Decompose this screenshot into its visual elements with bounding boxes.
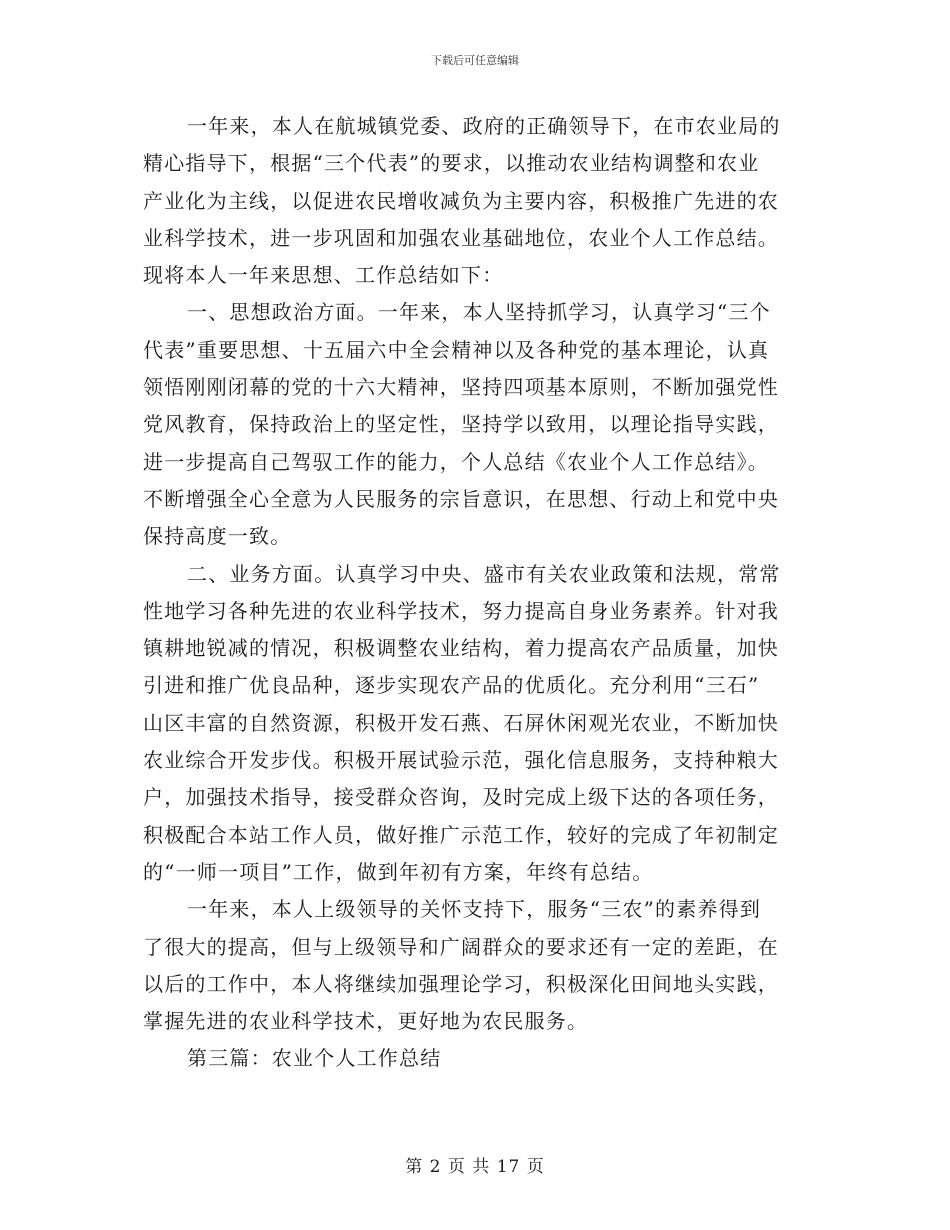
paragraph-line: 引进和推广优良品种，逐步实现农产品的优质化。充分利用“三石” (143, 673, 760, 698)
paragraph-line: 保持高度一致。 (143, 524, 292, 549)
paragraph-line: 业科学技术，进一步巩固和加强农业基础地位，农业个人工作总结。 (143, 225, 779, 250)
paragraph-line: 进一步提高自己驾驭工作的能力，个人总结《农业个人工作总结》。 (143, 449, 769, 474)
paragraph-line: 的“一师一项目”工作，做到年初有方案，年终有总结。 (143, 859, 654, 884)
paragraph-line: 性地学习各种先进的农业科学技术，努力提高自身业务素养。针对我 (143, 598, 779, 623)
paragraph-line: 镇耕地锐减的情况，积极调整农业结构，着力提高农产品质量，加快 (143, 636, 779, 661)
paragraph-line: 代表”重要思想、十五届六中全会精神以及各种党的基本理论，认真 (143, 337, 770, 362)
paragraph-line: 一、思想政治方面。一年来，本人坚持抓学习，认真学习“三个 (187, 300, 771, 325)
page-number: 第 2 页 共 17 页 (405, 1157, 545, 1177)
body-text (143, 108, 798, 1078)
paragraph-line: 精心指导下，根据“三个代表”的要求，以推动农业结构调整和农业 (143, 151, 760, 176)
paragraph-line: 党风教育，保持政治上的坚定性，坚持学以致用，以理论指导实践， (143, 412, 779, 437)
paragraph-line: 户，加强技术指导，接受群众咨询，及时完成上级下达的各项任务， (143, 785, 779, 810)
paragraph-line: 一年来，本人在航城镇党委、政府的正确领导下，在市农业局的 (187, 114, 781, 138)
header-note: 下载后可任意编辑 (431, 54, 519, 67)
paragraph-line: 不断增强全心全意为人民服务的宗旨意识，在思想、行动上和党中央 (143, 486, 779, 511)
paragraph-line: 现将本人一年来思想、工作总结如下： (143, 263, 504, 288)
paragraph-line: 产业化为主线，以促进农民增收减负为主要内容，积极推广先进的农 (143, 188, 779, 213)
paragraph-line: 以后的工作中，本人将继续加强理论学习，积极深化田间地头实践， (143, 971, 779, 996)
paragraph-line: 领悟刚刚闭幕的党的十六大精神，坚持四项基本原则，不断加强党性 (143, 375, 779, 400)
paragraph-line: 掌握先进的农业科学技术，更好地为农民服务。 (143, 1009, 589, 1034)
paragraph-line: 了很大的提高，但与上级领导和广阔群众的要求还有一定的差距，在 (143, 934, 779, 959)
paragraph-line: 一年来，本人上级领导的关怀支持下，服务“三农”的素养得到 (187, 897, 762, 922)
paragraph-line: 积极配合本站工作人员，做好推广示范工作，较好的完成了年初制定 (143, 822, 779, 847)
section-heading: 第三篇：农业个人工作总结 (187, 1046, 442, 1071)
paragraph-line: 山区丰富的自然资源，积极开发石燕、石屏休闲观光农业，不断加快 (143, 710, 779, 735)
paragraph-line: 农业综合开发步伐。积极开展试验示范，强化信息服务，支持种粮大 (143, 748, 779, 773)
paragraph-line: 二、业务方面。认真学习中央、盛市有关农业政策和法规，常常 (187, 561, 781, 586)
